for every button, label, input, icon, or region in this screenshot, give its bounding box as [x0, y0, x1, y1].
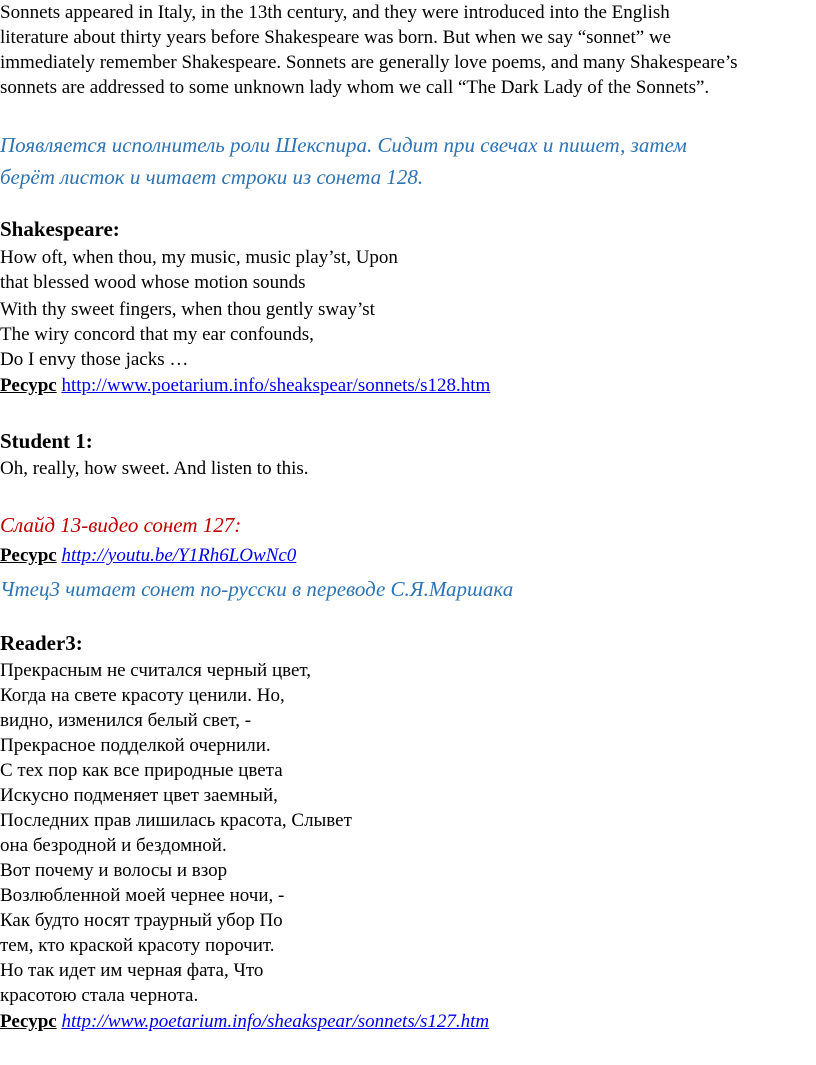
stage-direction: Чтец3 читает сонет по-русски в переводе С.Я.Маршака [0, 577, 514, 601]
verse-line: Последних прав лишилась красота, Слывет [0, 810, 352, 831]
verse-line: Но так идет им черная фата, Что [0, 960, 264, 981]
verse-line: The wiry concord that my ear confounds, [0, 324, 314, 345]
verse-line: она безродной и бездомной. [0, 835, 227, 856]
verse-line: тем, кто краской красоту порочит. [0, 935, 275, 956]
resource-line [0, 373, 490, 399]
speaker-heading: Reader3: [0, 631, 83, 655]
resource-line [0, 543, 296, 569]
verse-line: With thy sweet fingers, when thou gently sway’st [0, 299, 375, 320]
intro-line: sonnets are addressed to some unknown lady whom we call “The Dark Lady of the Sonnets”. [0, 77, 710, 98]
resource-link[interactable]: http://www.poetarium.info/sheakspear/sonnets/s128.htm [61, 375, 491, 396]
resource-label: Ресурс [0, 375, 57, 396]
verse-line: that blessed wood whose motion sounds [0, 272, 306, 293]
slide-note: Слайд 13-видео сонет 127: [0, 513, 242, 537]
verse-line: Вот почему и волосы и взор [0, 860, 228, 881]
verse-line: Прекрасное подделкой очернили. [0, 735, 271, 756]
video-link[interactable]: http://youtu.be/Y1Rh6LOwNc0 [61, 545, 297, 566]
speaker-heading: Shakespeare: [0, 217, 120, 241]
resource-link[interactable]: http://www.poetarium.info/sheakspear/sonnets/s127.htm [61, 1011, 490, 1032]
verse-line: How oft, when thou, my music, music play’st, Upon [0, 247, 398, 268]
verse-line: Прекрасным не считался черный цвет, [0, 660, 312, 681]
resource-label: Ресурс [0, 545, 57, 566]
intro-line: immediately remember Shakespeare. Sonnets are generally love poems, and many Shakespeare’s [0, 52, 738, 73]
verse-line: Искусно подменяет цвет заемный, [0, 785, 278, 806]
dialogue-line: Oh, really, how sweet. And listen to this. [0, 458, 309, 479]
verse-line: Когда на свете красоту ценили. Но, [0, 685, 285, 706]
verse-line: видно, изменился белый свет, - [0, 710, 252, 731]
speaker-heading: Student 1: [0, 429, 93, 453]
intro-line: literature about thirty years before Shakespeare was born. But when we say “sonnet” we [0, 27, 672, 48]
verse-line: Возлюбленной моей чернее ночи, - [0, 885, 285, 906]
verse-line: С тех пор как все природные цвета [0, 760, 283, 781]
resource-label: Ресурс [0, 1011, 57, 1032]
resource-line [0, 1009, 489, 1035]
verse-line: красотою стала чернота. [0, 985, 199, 1006]
verse-line: Do I envy those jacks … [0, 349, 189, 370]
stage-direction-line: берёт листок и читает строки из сонета 128. [0, 165, 424, 189]
intro-line: Sonnets appeared in Italy, in the 13th century, and they were introduced into the English [0, 2, 670, 23]
stage-direction-line: Появляется исполнитель роли Шекспира. Сидит при свечах и пишет, затем [0, 133, 687, 157]
verse-line: Как будто носят траурный убор По [0, 910, 283, 931]
